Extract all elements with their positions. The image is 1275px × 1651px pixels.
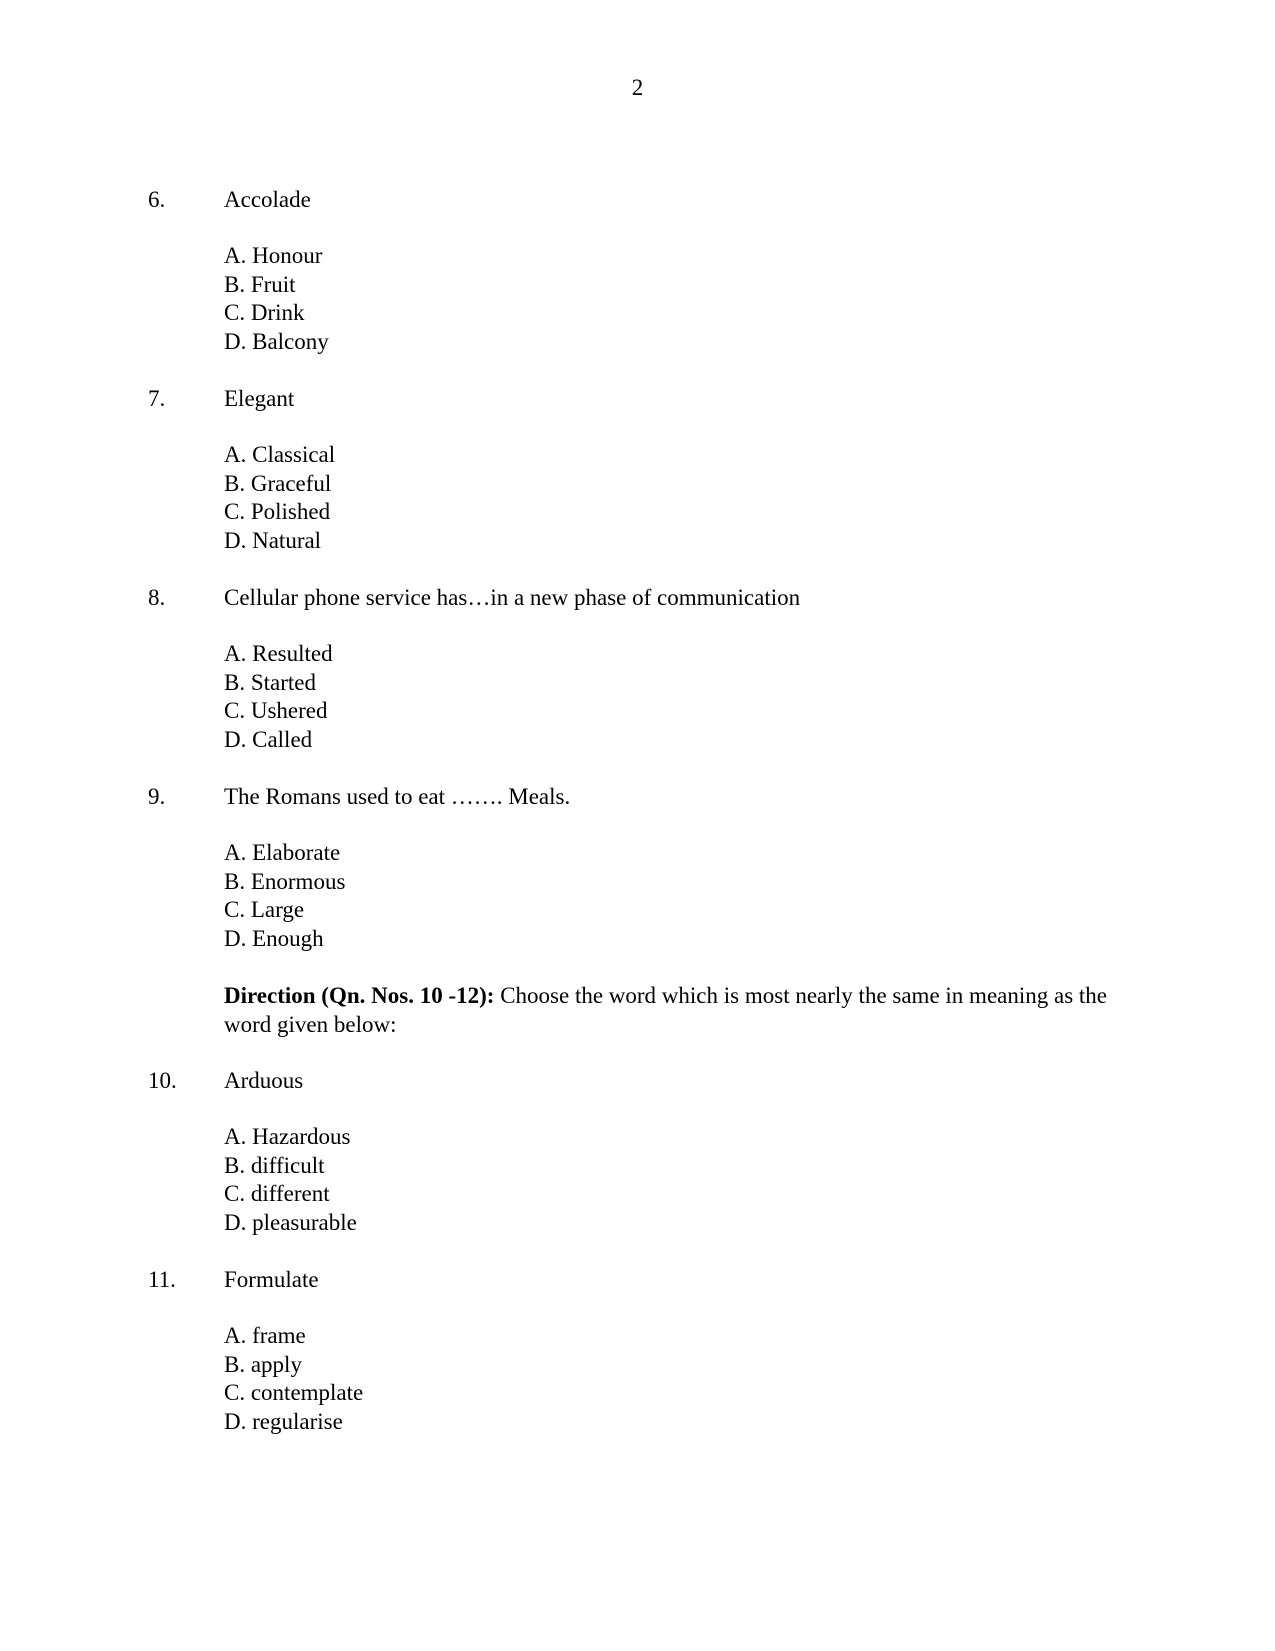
question-number: 6.	[148, 187, 166, 212]
option-d: D. regularise	[224, 1408, 343, 1434]
option-c: C. contemplate	[224, 1380, 364, 1405]
direction-label: Direction (Qn. Nos. 10 -12):	[224, 983, 495, 1008]
question-text: Formulate	[224, 1267, 319, 1292]
options-list	[224, 839, 345, 953]
question-number: 11.	[148, 1267, 176, 1292]
question-text: Cellular phone service has…in a new phase of communication	[224, 585, 801, 610]
question-text: Arduous	[224, 1068, 304, 1093]
question-number: 8.	[148, 585, 166, 610]
option-c: C. Large	[224, 897, 305, 922]
option-a: A. Honour	[224, 243, 323, 268]
option-d: D. pleasurable	[224, 1209, 357, 1235]
option-a: A. Classical	[224, 442, 336, 467]
option-b: B. Fruit	[224, 271, 296, 297]
question-text: Elegant	[224, 386, 295, 411]
option-a: A. Hazardous	[224, 1124, 351, 1149]
question-number: 10.	[148, 1068, 177, 1093]
option-b: B. difficult	[224, 1152, 325, 1178]
options-list	[224, 1322, 363, 1436]
option-a: A. Elaborate	[224, 840, 341, 865]
question-number: 9.	[148, 784, 166, 809]
option-d: D. Balcony	[224, 328, 329, 354]
question-text: Accolade	[224, 187, 311, 212]
options-list	[224, 242, 329, 356]
question-number: 7.	[148, 386, 166, 411]
option-a: A. Resulted	[224, 641, 333, 666]
direction-body: Choose the word which is most nearly the same in meaning as the word given below:	[224, 983, 1108, 1037]
options-list	[224, 640, 333, 754]
options-list	[224, 1123, 357, 1237]
option-c: C. different	[224, 1181, 330, 1206]
page-number: 2	[631, 75, 644, 100]
options-list	[224, 441, 335, 555]
direction-text	[224, 982, 1144, 1039]
option-a: A. frame	[224, 1323, 306, 1348]
option-b: B. apply	[224, 1351, 302, 1377]
option-b: B. Graceful	[224, 470, 332, 496]
option-d: D. Natural	[224, 527, 322, 553]
option-d: D. Enough	[224, 925, 324, 951]
option-b: B. Enormous	[224, 868, 346, 894]
question-text: The Romans used to eat ……. Meals.	[224, 784, 571, 809]
option-c: C. Ushered	[224, 698, 328, 723]
option-d: D. Called	[224, 726, 313, 752]
option-b: B. Started	[224, 669, 316, 695]
option-c: C. Drink	[224, 300, 305, 325]
option-c: C. Polished	[224, 499, 331, 524]
